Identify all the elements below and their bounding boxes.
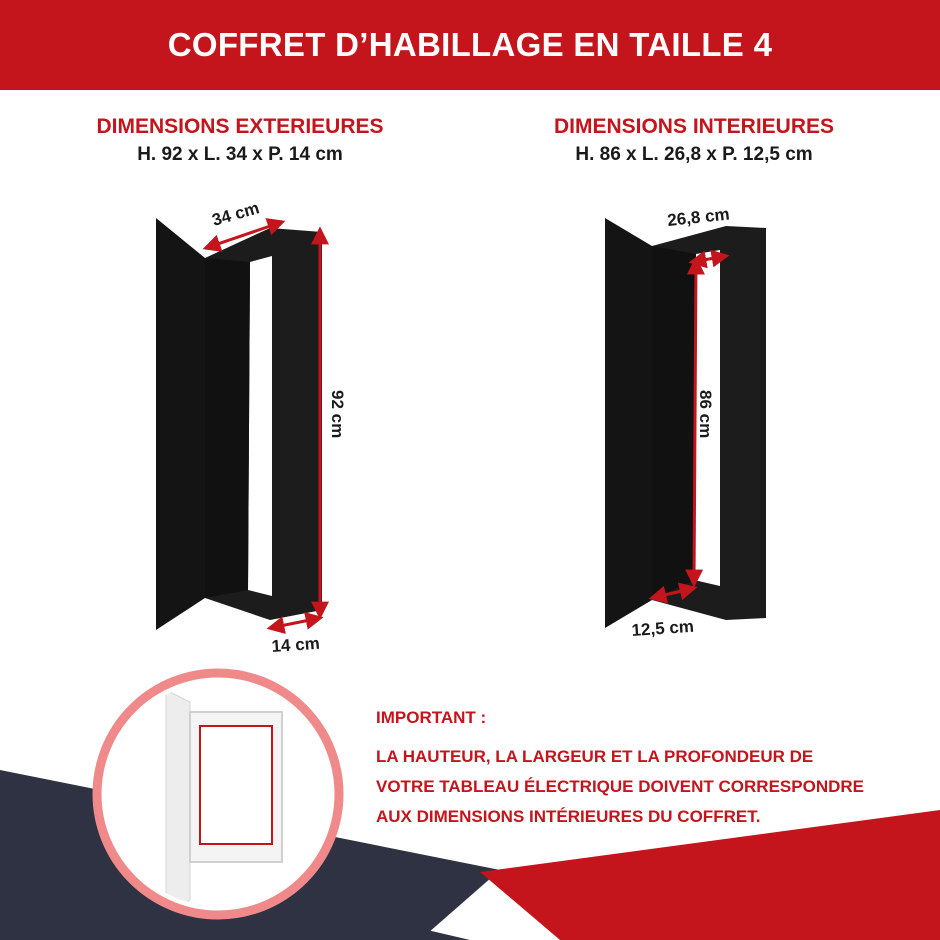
interior-dimensions-value: H. 86 x L. 26,8 x P. 12,5 cm <box>575 144 813 165</box>
exterior-dimensions-label: DIMENSIONS EXTERIEURES <box>96 115 384 138</box>
inset-interior-outline <box>200 726 272 844</box>
exterior-depth-label: 14 cm <box>270 633 321 656</box>
interior-depth-label: 12,5 cm <box>630 616 695 640</box>
important-note <box>376 704 936 832</box>
exterior-height-label: 92 cm <box>328 390 347 439</box>
inset-door <box>166 690 190 920</box>
interior-width-label: 26,8 cm <box>666 204 731 230</box>
exterior-width-label: 34 cm <box>209 198 262 230</box>
page-title: COFFRET D’HABILLAGE EN TAILLE 4 <box>167 26 773 63</box>
important-title: IMPORTANT : <box>376 708 487 727</box>
exterior-dimensions-value: H. 92 x L. 34 x P. 14 cm <box>137 144 343 165</box>
interior-height-label: 86 cm <box>696 390 715 439</box>
interior-dimensions-label: DIMENSIONS INTERIEURES <box>553 115 835 138</box>
important-line: VOTRE TABLEAU ÉLECTRIQUE DOIVENT CORRESPONDRE <box>376 777 864 796</box>
important-line: LA HAUTEUR, LA LARGEUR ET LA PROFONDEUR DE <box>376 747 814 766</box>
important-line: AUX DIMENSIONS INTÉRIEURES DU COFFRET. <box>376 807 761 826</box>
